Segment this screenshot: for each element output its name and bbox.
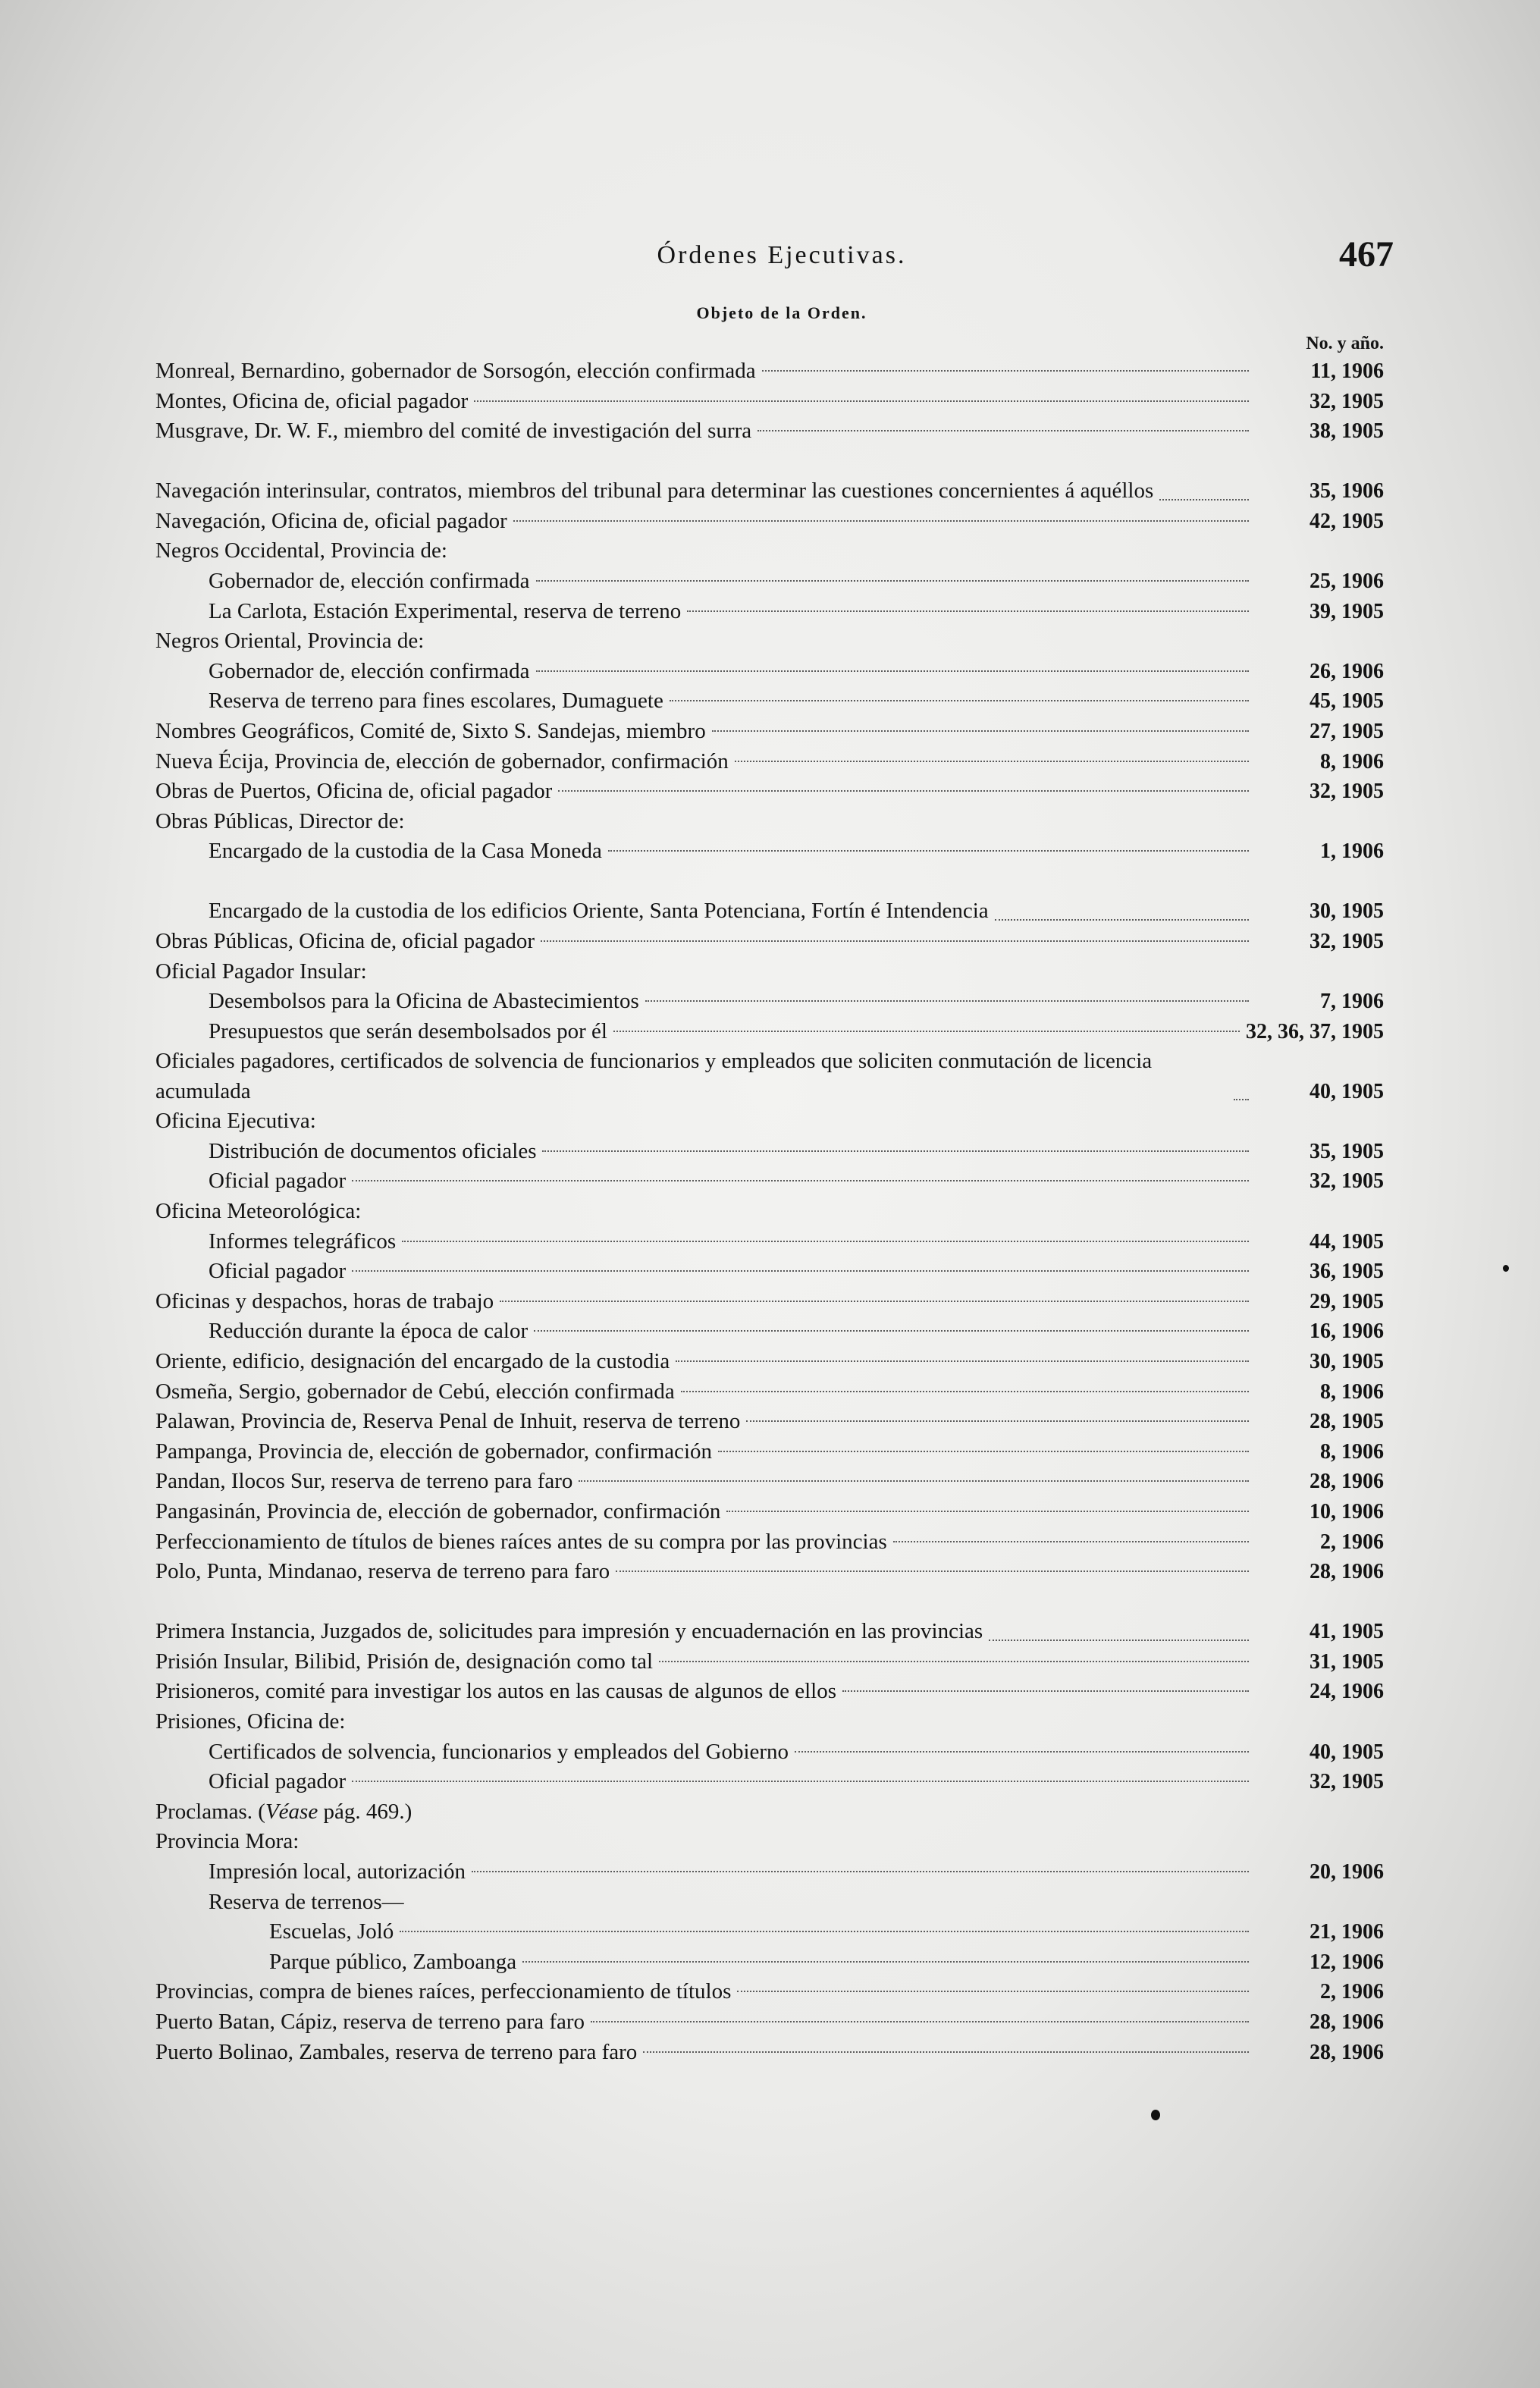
entry-number: 28, 1906 (1309, 2040, 1384, 2064)
entry-text: Reserva de terreno para fines escolares, Dumaguete (209, 689, 663, 714)
entry-number: 8, 1906 (1320, 1379, 1384, 1404)
entry-text: Puerto Batan, Cápiz, reserva de terreno para faro (155, 2009, 585, 2034)
dot-leader (536, 670, 1249, 672)
entry-number: 10, 1906 (1309, 1500, 1384, 1523)
entry-text: Desembolsos para la Oficina de Abastecimientos (209, 989, 639, 1014)
entry-number: 2, 1906 (1320, 1980, 1384, 2004)
index-entry (155, 447, 1384, 507)
entry-text: Reducción durante la época de calor (209, 1319, 528, 1344)
index-subentry (155, 867, 1384, 927)
entry-number: 26, 1906 (1309, 659, 1384, 683)
entry-number: 31, 1905 (1309, 1649, 1384, 1674)
entry-text: Oficina Ejecutiva: (155, 1109, 316, 1134)
index-subentry (155, 1857, 1384, 1887)
entry-number: 28, 1906 (1309, 1560, 1384, 1584)
index-subentry (155, 1767, 1384, 1797)
entry-text: Pangasinán, Provincia de, elección de gobernador, confirmación (155, 1499, 721, 1523)
entry-text: Prisiones, Oficina de: (155, 1709, 346, 1734)
entry-text: Nombres Geográficos, Comité de, Sixto S. Sandejas, miembro (155, 718, 706, 743)
entry-number: 27, 1905 (1309, 719, 1384, 743)
entry-text: Gobernador de, elección confirmada (209, 568, 530, 593)
index-subentry (155, 566, 1384, 597)
entry-number: 7, 1906 (1320, 990, 1384, 1014)
index-entry (155, 1647, 1384, 1677)
index-subentry (155, 1947, 1384, 1978)
index-entry (155, 1377, 1384, 1407)
entry-text: Perfeccionamiento de títulos de bienes raíces antes de su compra por las provincias (155, 1529, 887, 1554)
index-entry (155, 1557, 1384, 1587)
entry-number: 28, 1906 (1309, 1470, 1384, 1494)
dot-leader (472, 1871, 1249, 1872)
entry-number: 20, 1906 (1309, 1859, 1384, 1884)
entry-text: Reserva de terrenos— (209, 1889, 404, 1914)
running-header: Órdenes Ejecutivas. (657, 241, 907, 269)
entry-number: 2, 1906 (1320, 1530, 1384, 1554)
dot-leader (1234, 1099, 1249, 1100)
dot-leader (541, 940, 1249, 942)
entry-text: Escuelas, Joló (269, 1919, 394, 1944)
entry-number: 41, 1905 (1309, 1620, 1384, 1644)
entry-number: 40, 1905 (1309, 1079, 1384, 1103)
entry-number: 30, 1905 (1309, 1350, 1384, 1374)
index-entry (155, 1287, 1384, 1317)
dot-leader (536, 580, 1249, 582)
entry-number: 32, 1905 (1309, 389, 1384, 413)
index-subentry (155, 1017, 1384, 1047)
entry-text: Gobernador de, elección confirmada (209, 658, 530, 683)
entry-text: Oriente, edificio, designación del encargado de la custodia (155, 1349, 670, 1374)
entry-text: Encargado de la custodia de los edificios Oriente, Santa Potenciana, Fortín é Intendencia (209, 899, 989, 924)
entry-text: Pandan, Ilocos Sur, reserva de terreno para faro (155, 1469, 573, 1494)
dot-leader (726, 1511, 1249, 1512)
index-entry (155, 807, 1384, 837)
entry-text: Oficial pagador (209, 1769, 347, 1794)
entry-text (155, 1797, 412, 1828)
index-entry (155, 1827, 1384, 1857)
entry-number: 42, 1905 (1309, 509, 1384, 533)
entry-text: Prisión Insular, Bilibid, Prisión de, designación como tal (155, 1649, 654, 1674)
entry-text: Osmeña, Sergio, gobernador de Cebú, elección confirmada (155, 1379, 675, 1404)
entry-text: Oficial pagador (209, 1259, 347, 1284)
entry-number: 21, 1906 (1309, 1920, 1384, 1944)
index-subentry (155, 836, 1384, 867)
entry-text: Provincias, compra de bienes raíces, perfeccionamiento de títulos (155, 1979, 732, 2004)
index-entry (155, 1527, 1384, 1558)
dot-leader (687, 610, 1249, 612)
entry-text: Oficinas y despachos, horas de trabajo (155, 1288, 494, 1313)
entry-text: Puerto Bolinao, Zambales, reserva de terreno para faro (155, 2039, 638, 2064)
index-entry (155, 1407, 1384, 1437)
index-entry (155, 536, 1384, 566)
dot-leader (500, 1301, 1249, 1302)
entry-text: Presupuestos que serán desembolsados por él (209, 1018, 607, 1043)
entry-number: 30, 1905 (1309, 899, 1384, 924)
index-entry (155, 1467, 1384, 1497)
dot-leader (842, 1690, 1249, 1692)
entry-number: 12, 1906 (1309, 1950, 1384, 1974)
index-entry (155, 1797, 1384, 1828)
entry-text: La Carlota, Estación Experimental, reserva de terreno (209, 598, 682, 623)
index-entry (155, 387, 1384, 417)
index-entry (155, 717, 1384, 747)
entry-number: 40, 1905 (1309, 1740, 1384, 1764)
dot-leader (757, 430, 1249, 431)
entry-number: 35, 1905 (1309, 1139, 1384, 1163)
index-entry (155, 1106, 1384, 1137)
entry-text: Negros Oriental, Provincia de: (155, 629, 425, 654)
index-subentry (155, 657, 1384, 687)
entry-number: 39, 1905 (1309, 599, 1384, 623)
entry-text: Impresión local, autorización (209, 1859, 466, 1884)
dot-leader (643, 2051, 1249, 2053)
entry-text: Oficiales pagadores, certificados de solvencia de funcionarios y empleados que soliciten conmutación de licencia acumulada (155, 1049, 1153, 1103)
dot-leader (718, 1451, 1249, 1452)
entry-text-part: Proclamas. ( (155, 1799, 265, 1824)
entry-text: Navegación interinsular, contratos, miembros del tribunal para determinar las cuestiones concernientes á aquéllos (155, 479, 1154, 504)
page-number: 467 (1339, 234, 1394, 275)
dot-leader (579, 1480, 1249, 1482)
entry-text: Encargado de la custodia de la Casa Moneda (209, 839, 602, 864)
entry-number: 28, 1906 (1309, 2010, 1384, 2034)
entry-text: Obras Públicas, Director de: (155, 808, 405, 833)
entry-number: 32, 1905 (1309, 929, 1384, 953)
dot-leader (591, 2021, 1249, 2022)
index-entry (155, 927, 1384, 957)
entry-number: 8, 1906 (1320, 749, 1384, 774)
entry-number: 24, 1906 (1309, 1680, 1384, 1704)
entry-number: 36, 1905 (1309, 1260, 1384, 1284)
entry-text: Oficial pagador (209, 1169, 347, 1194)
entry-number: 16, 1906 (1309, 1320, 1384, 1344)
dot-leader (608, 850, 1249, 852)
entry-text: Pampanga, Provincia de, elección de gobernador, confirmación (155, 1439, 713, 1464)
entry-number: 32, 36, 37, 1905 (1246, 1019, 1384, 1043)
entry-text-part: pág. 469.) (318, 1799, 412, 1824)
dot-leader (616, 1571, 1249, 1572)
dot-leader (513, 520, 1249, 522)
entry-text: Palawan, Provincia de, Reserva Penal de Inhuit, reserva de terreno (155, 1409, 741, 1434)
index-subentry (155, 1917, 1384, 1947)
dot-leader (352, 1180, 1249, 1181)
entry-number: 45, 1905 (1309, 689, 1384, 714)
entry-text: Musgrave, Dr. W. F., miembro del comité de investigación del surra (155, 419, 752, 444)
entry-text: Primera Instancia, Juzgados de, solicitudes para impresión y encuadernación en las provincias (155, 1619, 983, 1644)
entry-number: 1, 1906 (1320, 839, 1384, 864)
dot-leader (746, 1420, 1249, 1422)
dot-leader (795, 1751, 1249, 1753)
index-entry (155, 2007, 1384, 2038)
entry-text: Informes telegráficos (209, 1229, 397, 1254)
index-subentry (155, 1137, 1384, 1167)
entry-number: 32, 1905 (1309, 1169, 1384, 1194)
index-entry (155, 1977, 1384, 2007)
index-entry (155, 747, 1384, 777)
index-entry (155, 1347, 1384, 1377)
index-subentry (155, 1227, 1384, 1257)
index-entry (155, 1707, 1384, 1737)
index-entry (155, 1197, 1384, 1227)
entry-text: Certificados de solvencia, funcionarios y empleados del Gobierno (209, 1739, 789, 1764)
dot-leader (712, 730, 1249, 732)
index-entry (155, 1047, 1384, 1106)
entry-number: 32, 1905 (1309, 1770, 1384, 1794)
entry-number: 25, 1906 (1309, 569, 1384, 593)
index-entry (155, 1437, 1384, 1467)
dot-leader (474, 400, 1249, 402)
index-subentry (155, 597, 1384, 627)
entry-text: Polo, Punta, Mindanao, reserva de terreno para faro (155, 1559, 610, 1584)
entry-text: Negros Occidental, Provincia de: (155, 538, 447, 563)
entry-number: 32, 1905 (1309, 780, 1384, 804)
dot-leader (402, 1241, 1249, 1242)
dot-leader (352, 1781, 1249, 1782)
dot-leader (995, 919, 1249, 921)
entry-text: Montes, Oficina de, oficial pagador (155, 388, 469, 413)
dot-leader (737, 1991, 1249, 1992)
entry-text: Parque público, Zamboanga (269, 1949, 517, 1974)
section-heading: Objeto de la Orden. (696, 303, 867, 322)
dot-leader (676, 1360, 1249, 1362)
index-entry (155, 1497, 1384, 1527)
index-entry (155, 777, 1384, 807)
entry-text: Provincia Mora: (155, 1829, 300, 1854)
index-entry (155, 957, 1384, 987)
dot-leader (613, 1031, 1240, 1032)
dot-leader (1159, 499, 1249, 501)
index-entry (155, 1677, 1384, 1707)
index-entry (155, 2038, 1384, 2068)
entry-number: 35, 1906 (1309, 479, 1384, 504)
ink-speck (1151, 2110, 1160, 2120)
dot-leader (400, 1931, 1249, 1932)
index-subentry (155, 1887, 1384, 1918)
dot-leader (735, 761, 1249, 762)
index-entry (155, 1587, 1384, 1647)
index-subentry (155, 1166, 1384, 1197)
entry-number: 8, 1906 (1320, 1439, 1384, 1464)
entry-text: Obras Públicas, Oficina de, oficial pagador (155, 928, 535, 953)
see-reference: Véase (265, 1799, 318, 1824)
index-entries (155, 356, 1384, 2067)
column-heading: No. y año. (1306, 334, 1384, 353)
entry-text: Navegación, Oficina de, oficial pagador (155, 508, 507, 533)
entry-number: 44, 1905 (1309, 1229, 1384, 1254)
dot-leader (762, 370, 1249, 372)
ink-speck (1503, 1265, 1509, 1272)
dot-leader (893, 1541, 1249, 1542)
entry-number: 28, 1905 (1309, 1410, 1384, 1434)
entry-number: 29, 1905 (1309, 1289, 1384, 1313)
dot-leader (352, 1270, 1249, 1272)
dot-leader (534, 1330, 1249, 1332)
dot-leader (659, 1661, 1249, 1662)
entry-text: Oficina Meteorológica: (155, 1199, 362, 1224)
dot-leader (522, 1961, 1249, 1963)
dot-leader (558, 790, 1249, 792)
entry-number: 38, 1905 (1309, 419, 1384, 444)
dot-leader (542, 1150, 1249, 1152)
entry-number: 11, 1906 (1310, 359, 1384, 383)
index-subentry (155, 686, 1384, 717)
dot-leader (670, 700, 1249, 701)
index-entry (155, 626, 1384, 657)
index-subentry (155, 987, 1384, 1017)
dot-leader (645, 1000, 1249, 1002)
entry-text: Oficial Pagador Insular: (155, 959, 367, 984)
entry-text: Monreal, Bernardino, gobernador de Sorsogón, elección confirmada (155, 359, 756, 383)
entry-text: Distribución de documentos oficiales (209, 1138, 537, 1163)
entry-text: Prisioneros, comité para investigar los autos en las causas de algunos de ellos (155, 1679, 836, 1704)
index-subentry (155, 1257, 1384, 1287)
entry-text: Obras de Puertos, Oficina de, oficial pagador (155, 779, 553, 804)
index-subentry (155, 1737, 1384, 1768)
index-entry (155, 416, 1384, 447)
entry-text: Nueva Écija, Provincia de, elección de gobernador, confirmación (155, 748, 729, 774)
index-entry (155, 507, 1384, 537)
dot-leader (681, 1391, 1249, 1392)
index-entry (155, 356, 1384, 387)
index-subentry (155, 1316, 1384, 1347)
dot-leader (989, 1640, 1249, 1641)
